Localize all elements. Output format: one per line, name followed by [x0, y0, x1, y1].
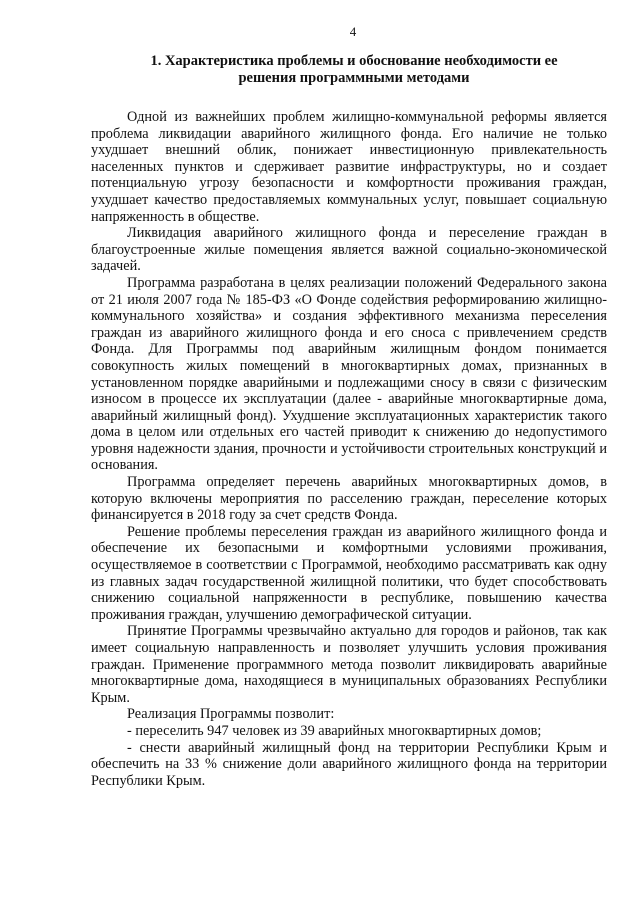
document-body	[91, 109, 607, 789]
paragraph: Ликвидация аварийного жилищного фонда и переселение граждан в благоустроенные жилые помещения является важной социально-экономической задачей.	[91, 225, 607, 275]
list-item: - снести аварийный жилищный фонд на территории Республики Крым и обеспечить на 33 % снижение доли аварийного жилищного фонда на территории Республики Крым.	[91, 739, 607, 789]
section-heading	[91, 53, 607, 87]
paragraph: Программа разработана в целях реализации положений Федерального закона от 21 июля 2007 года № 185-ФЗ «О Фонде содействия реформированию жилищно-коммунального хозяйства» и создания эффективного механизма переселения граждан из аварийного жилищного фонда и его сноса с привлечением средств Фонда. Для Программы под аварийным жилищным фондом понимается совокупность жилых помещений в многоквартирных домах, признанных в установленном порядке аварийными и подлежащими сносу в связи с физическим износом в процессе их эксплуатации (далее - аварийные многоквартирные дома, аварийный жилищный фонд). Ухудшение эксплуатационных характеристик такого дома в целом или отдельных его частей приводит к снижению до недопустимого уровня надежности здания, прочности и устойчивости строительных конструкций и основания.	[91, 274, 607, 474]
section-heading-line-1: 1. Характеристика проблемы и обоснование необходимости ее	[150, 53, 558, 69]
paragraph: Решение проблемы переселения граждан из аварийного жилищного фонда и обеспечение их безопасными и комфортными условиями проживания, осуществляемое в соответствии с Программой, необходимо рассматривать как одну из главных задач государственной жилищной политики, что будет способствовать снижению социальной напряженности в республике, повышению качества проживания граждан, улучшению демографической ситуации.	[91, 523, 607, 623]
paragraph: Реализация Программы позволит:	[127, 706, 335, 723]
page-number: 4	[349, 24, 357, 39]
section-heading-line-2: решения программными методами	[238, 70, 470, 86]
paragraph: Одной из важнейших проблем жилищно-коммунальной реформы является проблема ликвидации аварийного жилищного фонда. Его наличие не только ухудшает внешний облик, понижает инвестиционную привлекательность населенных пунктов и сдерживает развитие инфраструктуры, но и создает потенциальную угрозу безопасности и комфортности проживания граждан, ухудшает качество предоставляемых коммунальных услуг, повышает социальную напряженность в обществе.	[91, 109, 607, 225]
list-item: - переселить 947 человек из 39 аварийных многоквартирных домов;	[127, 722, 542, 739]
paragraph: Программа определяет перечень аварийных многоквартирных домов, в которую включены мероприятия по расселению граждан, переселение которых финансируется в 2018 году за счет средств Фонда.	[91, 474, 607, 524]
paragraph: Принятие Программы чрезвычайно актуально для городов и районов, так как имеет социальную направленность и позволяет улучшить условия проживания граждан. Применение программного метода позволит ликвидировать аварийные многоквартирные дома, находящиеся в муниципальных образованиях Республики Крым.	[91, 623, 607, 706]
